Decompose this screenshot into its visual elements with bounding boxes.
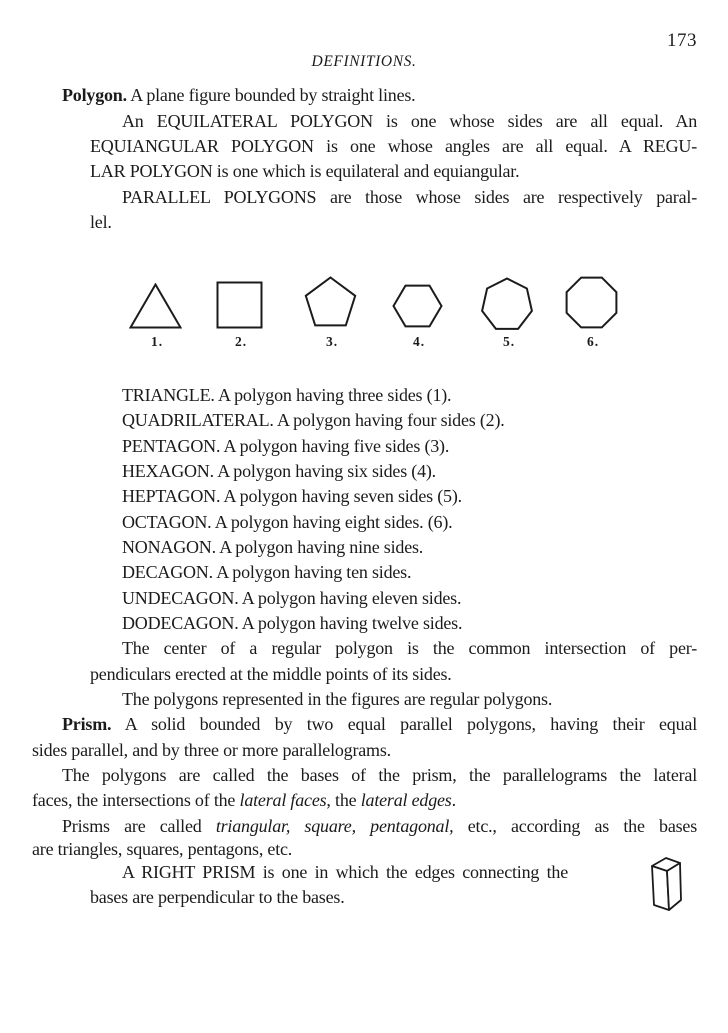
- heptagon-figure: [480, 277, 534, 333]
- square-figure-label: 2.: [234, 334, 248, 349]
- equilateral-polygon-line-1: An EQUILATERAL POLYGON is one whose sides are all equal. An: [122, 111, 697, 131]
- hexagon-figure: [392, 281, 443, 331]
- triangle-definition: TRIANGLE. A polygon having three sides (1).: [122, 385, 452, 405]
- right-prism-icon: [645, 855, 685, 913]
- right-prism-line-2: bases are perpendicular to the bases.: [90, 887, 345, 907]
- square-figure: [216, 281, 263, 329]
- prism-types-line-2: are triangles, squares, pentagons, etc.: [32, 839, 293, 859]
- regular-polygons-note: The polygons represented in the figures are regular polygons.: [122, 689, 553, 709]
- octagon-definition: OCTAGON. A polygon having eight sides. (6).: [122, 512, 453, 532]
- pentagon-figure-label: 3.: [325, 334, 339, 349]
- triangle-figure: [129, 283, 182, 329]
- hexagon-definition: HEXAGON. A polygon having six sides (4).: [122, 461, 436, 481]
- running-head: DEFINITIONS.: [311, 53, 417, 70]
- polygon-definition: Polygon. A plane figure bounded by straight lines.: [62, 85, 416, 105]
- parallel-polygons-line-1: PARALLEL POLYGONS are those whose sides are respectively paral-: [122, 187, 697, 207]
- equilateral-polygon-line-2: EQUIANGULAR POLYGON is one whose angles are all equal. A REGU-: [90, 136, 697, 156]
- quadrilateral-definition: QUADRILATERAL. A polygon having four sides (2).: [122, 410, 505, 430]
- triangle-figure-label: 1.: [150, 334, 164, 349]
- heptagon-figure-label: 5.: [502, 334, 516, 349]
- pentagon-figure: [303, 276, 358, 332]
- hexagon-figure-label: 4.: [412, 334, 426, 349]
- pentagon-definition: PENTAGON. A polygon having five sides (3).: [122, 436, 450, 456]
- prism-definition-line-1: Prism. A solid bounded by two equal parallel polygons, having their equal: [62, 714, 697, 734]
- decagon-definition: DECAGON. A polygon having ten sides.: [122, 562, 412, 582]
- prism-types-line-1: Prisms are called triangular, square, pentagonal, etc., according as the bases: [62, 816, 697, 836]
- center-note-line-1: The center of a regular polygon is the common intersection of per-: [122, 638, 697, 658]
- octagon-figure-label: 6.: [586, 334, 600, 349]
- undecagon-definition: UNDECAGON. A polygon having eleven sides.: [122, 588, 462, 608]
- octagon-figure: [563, 274, 620, 331]
- prism-bases-line-2: faces, the intersections of the lateral faces, the lateral edges.: [32, 790, 456, 810]
- equilateral-polygon-line-3: LAR POLYGON is one which is equilateral and equiangular.: [90, 161, 520, 181]
- page-number: 173: [667, 30, 697, 51]
- center-note-line-2: pendiculars erected at the middle points of its sides.: [90, 664, 452, 684]
- dodecagon-definition: DODECAGON. A polygon having twelve sides.: [122, 613, 463, 633]
- prism-bases-line-1: The polygons are called the bases of the prism, the parallelograms the lateral: [62, 765, 697, 785]
- nonagon-definition: NONAGON. A polygon having nine sides.: [122, 537, 424, 557]
- prism-definition-line-2: sides parallel, and by three or more parallelograms.: [32, 740, 391, 760]
- parallel-polygons-line-2: lel.: [90, 212, 112, 232]
- right-prism-line-1: A RIGHT PRISM is one in which the edges connecting the: [122, 862, 568, 882]
- heptagon-definition: HEPTAGON. A polygon having seven sides (5).: [122, 486, 462, 506]
